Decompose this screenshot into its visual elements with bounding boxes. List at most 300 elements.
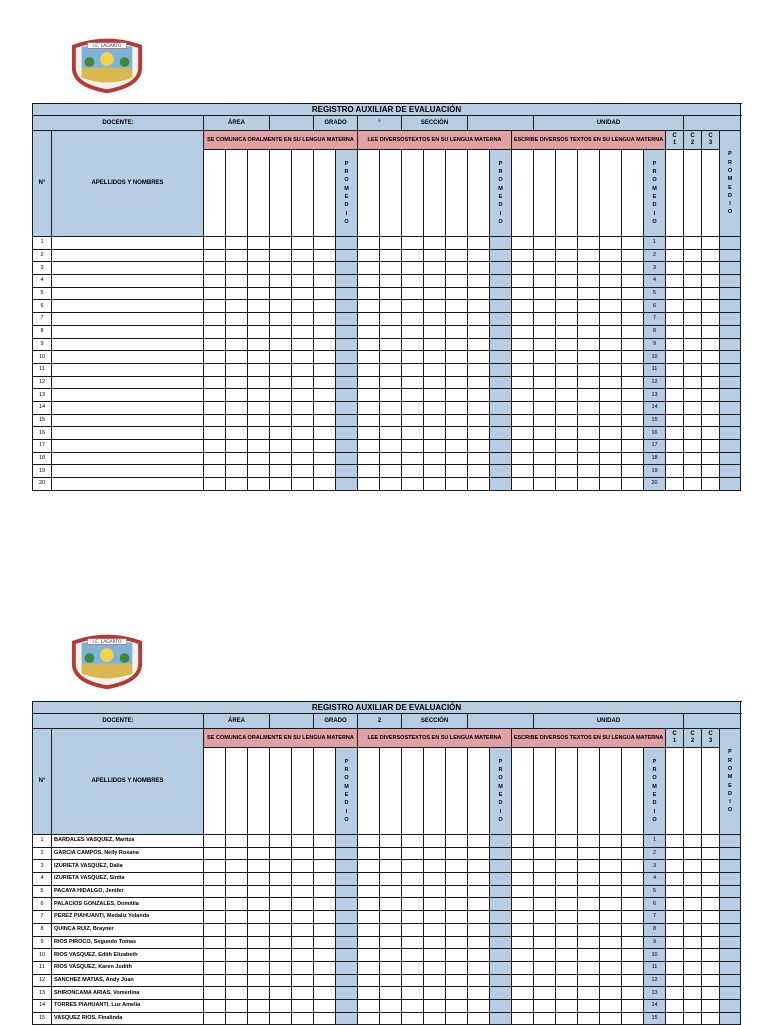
grade-cell[interactable] (468, 835, 490, 848)
grade-cell[interactable] (468, 427, 490, 440)
student-name[interactable] (52, 465, 204, 478)
grade-cell[interactable] (534, 999, 556, 1012)
grade-cell[interactable] (314, 287, 336, 300)
grade-cell[interactable] (512, 847, 534, 860)
grade-cell[interactable] (600, 911, 622, 924)
promedio-cell[interactable] (336, 987, 358, 1000)
c-grade-cell[interactable] (666, 936, 684, 949)
grade-cell[interactable] (446, 911, 468, 924)
grade-cell[interactable] (446, 873, 468, 886)
grade-cell[interactable] (446, 325, 468, 338)
promedio-cell[interactable] (336, 911, 358, 924)
grade-cell[interactable] (292, 961, 314, 974)
grade-cell[interactable] (204, 338, 226, 351)
final-promedio-cell[interactable] (720, 287, 741, 300)
grade-cell[interactable] (204, 440, 226, 453)
grade-cell[interactable] (270, 923, 292, 936)
grade-cell[interactable] (600, 885, 622, 898)
grade-cell[interactable] (468, 287, 490, 300)
grade-cell[interactable] (380, 860, 402, 873)
c-grade-cell[interactable] (666, 452, 684, 465)
grade-cell[interactable] (512, 873, 534, 886)
student-name[interactable] (52, 287, 204, 300)
c-grade-cell[interactable] (702, 961, 720, 974)
grade-cell[interactable] (446, 1012, 468, 1025)
c-grade-cell[interactable] (666, 873, 684, 886)
student-name[interactable] (52, 440, 204, 453)
promedio-cell[interactable] (490, 363, 512, 376)
grade-cell[interactable] (600, 860, 622, 873)
grade-cell[interactable] (622, 401, 644, 414)
grade-cell[interactable] (468, 949, 490, 962)
grade-cell[interactable] (314, 427, 336, 440)
grade-cell[interactable] (380, 262, 402, 275)
grade-cell[interactable] (402, 923, 424, 936)
indicator-header-cell[interactable] (468, 748, 490, 835)
grade-cell[interactable] (292, 249, 314, 262)
promedio-cell[interactable] (490, 300, 512, 313)
grade-cell[interactable] (556, 949, 578, 962)
grade-cell[interactable] (248, 923, 270, 936)
grade-cell[interactable] (556, 325, 578, 338)
grade-cell[interactable] (270, 287, 292, 300)
grade-cell[interactable] (446, 338, 468, 351)
grade-cell[interactable] (402, 287, 424, 300)
c-grade-cell[interactable] (666, 898, 684, 911)
promedio-cell[interactable] (490, 275, 512, 288)
grade-cell[interactable] (314, 885, 336, 898)
grade-cell[interactable] (600, 936, 622, 949)
grade-cell[interactable] (556, 873, 578, 886)
grade-cell[interactable] (204, 401, 226, 414)
grade-cell[interactable] (292, 389, 314, 402)
grade-cell[interactable] (358, 427, 380, 440)
grade-cell[interactable] (556, 465, 578, 478)
grade-cell[interactable] (556, 313, 578, 326)
grade-cell[interactable] (380, 351, 402, 364)
grado-value[interactable]: 2 (358, 714, 402, 729)
promedio-cell[interactable] (336, 936, 358, 949)
grade-cell[interactable] (512, 452, 534, 465)
grade-cell[interactable] (556, 262, 578, 275)
grade-cell[interactable] (248, 898, 270, 911)
c-grade-cell[interactable] (702, 414, 720, 427)
grade-cell[interactable] (204, 465, 226, 478)
grade-cell[interactable] (204, 961, 226, 974)
promedio-cell[interactable] (336, 414, 358, 427)
grade-cell[interactable] (424, 376, 446, 389)
grade-cell[interactable] (358, 452, 380, 465)
student-name[interactable]: RIOS VASQUEZ, Karen Judith (52, 961, 204, 974)
grade-cell[interactable] (556, 440, 578, 453)
grade-cell[interactable] (424, 885, 446, 898)
grade-cell[interactable] (600, 237, 622, 250)
grade-cell[interactable] (358, 351, 380, 364)
grade-cell[interactable] (622, 427, 644, 440)
grade-cell[interactable] (622, 999, 644, 1012)
grade-cell[interactable] (358, 401, 380, 414)
grade-cell[interactable] (534, 363, 556, 376)
grade-cell[interactable] (248, 478, 270, 491)
c-grade-cell[interactable] (684, 440, 702, 453)
indicator-header-cell[interactable] (600, 748, 622, 835)
grade-cell[interactable] (424, 873, 446, 886)
grade-cell[interactable] (314, 237, 336, 250)
grade-cell[interactable] (358, 974, 380, 987)
grade-cell[interactable] (314, 974, 336, 987)
c-grade-cell[interactable] (666, 885, 684, 898)
grade-cell[interactable] (468, 923, 490, 936)
final-promedio-cell[interactable] (720, 987, 741, 1000)
promedio-cell[interactable] (490, 465, 512, 478)
grade-cell[interactable] (468, 237, 490, 250)
c-grade-cell[interactable] (684, 262, 702, 275)
grade-cell[interactable] (380, 237, 402, 250)
indicator-header-cell[interactable] (512, 748, 534, 835)
grade-cell[interactable] (358, 440, 380, 453)
c-grade-cell[interactable] (684, 835, 702, 848)
grade-cell[interactable] (270, 974, 292, 987)
grade-cell[interactable] (534, 465, 556, 478)
grade-cell[interactable] (600, 1012, 622, 1025)
grade-cell[interactable] (512, 835, 534, 848)
grade-cell[interactable] (534, 414, 556, 427)
grade-cell[interactable] (402, 1012, 424, 1025)
grade-cell[interactable] (358, 898, 380, 911)
final-promedio-cell[interactable] (720, 847, 741, 860)
grade-cell[interactable] (314, 414, 336, 427)
grade-cell[interactable] (468, 262, 490, 275)
promedio-cell[interactable] (336, 338, 358, 351)
c-grade-cell[interactable] (666, 974, 684, 987)
grade-cell[interactable] (600, 313, 622, 326)
grade-cell[interactable] (314, 249, 336, 262)
grade-cell[interactable] (446, 389, 468, 402)
grade-cell[interactable] (512, 478, 534, 491)
grade-cell[interactable] (204, 287, 226, 300)
grade-cell[interactable] (578, 363, 600, 376)
grade-cell[interactable] (270, 1012, 292, 1025)
promedio-cell[interactable]: 6 (644, 898, 666, 911)
c-grade-cell[interactable] (666, 923, 684, 936)
grade-cell[interactable] (270, 949, 292, 962)
c-grade-cell[interactable] (684, 313, 702, 326)
grade-cell[interactable] (446, 262, 468, 275)
grade-cell[interactable] (248, 249, 270, 262)
grade-cell[interactable] (292, 440, 314, 453)
grade-cell[interactable] (600, 923, 622, 936)
indicator-header-cell[interactable] (578, 748, 600, 835)
grade-cell[interactable] (512, 898, 534, 911)
grade-cell[interactable] (292, 414, 314, 427)
grade-cell[interactable] (358, 389, 380, 402)
c-grade-cell[interactable] (684, 376, 702, 389)
grade-cell[interactable] (534, 847, 556, 860)
promedio-cell[interactable] (490, 414, 512, 427)
promedio-cell[interactable]: 15 (644, 1012, 666, 1025)
grade-cell[interactable] (380, 478, 402, 491)
promedio-cell[interactable]: 10 (644, 351, 666, 364)
grade-cell[interactable] (556, 847, 578, 860)
grade-cell[interactable] (578, 885, 600, 898)
grade-cell[interactable] (204, 325, 226, 338)
student-name[interactable] (52, 351, 204, 364)
grade-cell[interactable] (424, 313, 446, 326)
grade-cell[interactable] (424, 237, 446, 250)
grade-cell[interactable] (226, 338, 248, 351)
indicator-header-cell[interactable] (556, 748, 578, 835)
grade-cell[interactable] (512, 885, 534, 898)
grade-cell[interactable] (226, 414, 248, 427)
grade-cell[interactable] (292, 847, 314, 860)
c-grade-cell[interactable] (702, 376, 720, 389)
promedio-cell[interactable]: 9 (644, 936, 666, 949)
c-grade-cell[interactable] (702, 949, 720, 962)
grade-cell[interactable] (248, 936, 270, 949)
c-grade-cell[interactable] (702, 440, 720, 453)
grade-cell[interactable] (380, 363, 402, 376)
grade-cell[interactable] (248, 860, 270, 873)
grade-cell[interactable] (622, 949, 644, 962)
grade-cell[interactable] (556, 249, 578, 262)
grade-cell[interactable] (358, 300, 380, 313)
grade-cell[interactable] (402, 961, 424, 974)
grade-cell[interactable] (578, 376, 600, 389)
final-promedio-cell[interactable] (720, 949, 741, 962)
c-grade-cell[interactable] (684, 338, 702, 351)
grade-cell[interactable] (512, 338, 534, 351)
grade-cell[interactable] (292, 465, 314, 478)
grade-cell[interactable] (446, 440, 468, 453)
c-grade-cell[interactable] (666, 401, 684, 414)
grade-cell[interactable] (446, 414, 468, 427)
grade-cell[interactable] (380, 325, 402, 338)
final-promedio-cell[interactable] (720, 873, 741, 886)
grade-cell[interactable] (270, 465, 292, 478)
grade-cell[interactable] (556, 911, 578, 924)
grade-cell[interactable] (380, 275, 402, 288)
grade-cell[interactable] (622, 885, 644, 898)
grade-cell[interactable] (424, 427, 446, 440)
grade-cell[interactable] (446, 847, 468, 860)
grade-cell[interactable] (534, 313, 556, 326)
grade-cell[interactable] (380, 987, 402, 1000)
grade-cell[interactable] (556, 885, 578, 898)
grade-cell[interactable] (424, 974, 446, 987)
grade-cell[interactable] (512, 351, 534, 364)
c-column-header-cell[interactable] (684, 748, 702, 835)
grade-cell[interactable] (204, 873, 226, 886)
student-name[interactable] (52, 325, 204, 338)
grade-cell[interactable] (534, 376, 556, 389)
grade-cell[interactable] (622, 338, 644, 351)
grade-cell[interactable] (468, 363, 490, 376)
grade-cell[interactable] (600, 961, 622, 974)
final-promedio-cell[interactable] (720, 363, 741, 376)
grade-cell[interactable] (380, 835, 402, 848)
grade-cell[interactable] (622, 300, 644, 313)
promedio-cell[interactable] (336, 452, 358, 465)
student-name[interactable] (52, 275, 204, 288)
indicator-header-cell[interactable] (556, 150, 578, 237)
c-grade-cell[interactable] (666, 440, 684, 453)
grade-cell[interactable] (380, 287, 402, 300)
grade-cell[interactable] (402, 249, 424, 262)
promedio-cell[interactable] (336, 401, 358, 414)
c-column-header-cell[interactable] (702, 748, 720, 835)
indicator-header-cell[interactable] (292, 150, 314, 237)
grade-cell[interactable] (380, 300, 402, 313)
promedio-cell[interactable] (490, 249, 512, 262)
c-grade-cell[interactable] (666, 911, 684, 924)
grade-cell[interactable] (226, 249, 248, 262)
grade-cell[interactable] (600, 363, 622, 376)
grade-cell[interactable] (314, 262, 336, 275)
grade-cell[interactable] (402, 452, 424, 465)
promedio-cell[interactable]: 4 (644, 275, 666, 288)
grade-cell[interactable] (622, 249, 644, 262)
grade-cell[interactable] (446, 427, 468, 440)
grade-cell[interactable] (292, 287, 314, 300)
c-grade-cell[interactable] (666, 363, 684, 376)
c-grade-cell[interactable] (684, 363, 702, 376)
grade-cell[interactable] (226, 898, 248, 911)
grade-cell[interactable] (248, 961, 270, 974)
grade-cell[interactable] (204, 835, 226, 848)
final-promedio-cell[interactable] (720, 936, 741, 949)
grade-cell[interactable] (248, 262, 270, 275)
grade-cell[interactable] (270, 401, 292, 414)
grade-cell[interactable] (622, 440, 644, 453)
grade-cell[interactable] (226, 835, 248, 848)
grade-cell[interactable] (402, 898, 424, 911)
grade-cell[interactable] (556, 338, 578, 351)
grade-cell[interactable] (204, 898, 226, 911)
promedio-cell[interactable] (490, 873, 512, 886)
promedio-cell[interactable] (490, 452, 512, 465)
grade-cell[interactable] (534, 911, 556, 924)
promedio-cell[interactable] (490, 401, 512, 414)
grade-cell[interactable] (226, 363, 248, 376)
grade-cell[interactable] (248, 835, 270, 848)
grade-cell[interactable] (556, 389, 578, 402)
promedio-cell[interactable] (490, 923, 512, 936)
grade-cell[interactable] (600, 440, 622, 453)
grade-cell[interactable] (578, 949, 600, 962)
grade-cell[interactable] (512, 987, 534, 1000)
grade-cell[interactable] (248, 1012, 270, 1025)
grade-cell[interactable] (556, 1012, 578, 1025)
grade-cell[interactable] (556, 898, 578, 911)
grade-cell[interactable] (446, 987, 468, 1000)
student-name[interactable]: GARCIA CAMPOS, Nelly Roxana (52, 847, 204, 860)
grade-cell[interactable] (512, 911, 534, 924)
grade-cell[interactable] (204, 478, 226, 491)
c-grade-cell[interactable] (684, 351, 702, 364)
grade-cell[interactable] (292, 313, 314, 326)
promedio-cell[interactable] (336, 465, 358, 478)
c-grade-cell[interactable] (666, 313, 684, 326)
grade-cell[interactable] (358, 835, 380, 848)
grade-cell[interactable] (622, 351, 644, 364)
student-name[interactable] (52, 427, 204, 440)
grade-cell[interactable] (292, 275, 314, 288)
grade-cell[interactable] (248, 974, 270, 987)
indicator-header-cell[interactable] (358, 150, 380, 237)
grade-cell[interactable] (270, 237, 292, 250)
promedio-cell[interactable] (490, 313, 512, 326)
promedio-cell[interactable] (490, 237, 512, 250)
grade-cell[interactable] (468, 961, 490, 974)
unidad-value[interactable] (684, 116, 741, 131)
grade-cell[interactable] (424, 325, 446, 338)
grade-cell[interactable] (380, 873, 402, 886)
final-promedio-cell[interactable] (720, 835, 741, 848)
grade-cell[interactable] (468, 860, 490, 873)
grade-cell[interactable] (248, 389, 270, 402)
grade-cell[interactable] (578, 262, 600, 275)
grade-cell[interactable] (226, 923, 248, 936)
c-grade-cell[interactable] (702, 465, 720, 478)
grade-cell[interactable] (292, 376, 314, 389)
grade-cell[interactable] (270, 376, 292, 389)
grade-cell[interactable] (534, 885, 556, 898)
grade-cell[interactable] (424, 363, 446, 376)
grade-cell[interactable] (424, 401, 446, 414)
promedio-cell[interactable]: 5 (644, 885, 666, 898)
grade-cell[interactable] (226, 452, 248, 465)
grade-cell[interactable] (578, 237, 600, 250)
indicator-header-cell[interactable] (402, 150, 424, 237)
grade-cell[interactable] (402, 478, 424, 491)
grade-cell[interactable] (446, 999, 468, 1012)
grade-cell[interactable] (468, 465, 490, 478)
grade-cell[interactable] (622, 847, 644, 860)
c-grade-cell[interactable] (702, 452, 720, 465)
grade-cell[interactable] (600, 427, 622, 440)
grade-cell[interactable] (622, 363, 644, 376)
grade-cell[interactable] (248, 351, 270, 364)
grade-cell[interactable] (226, 427, 248, 440)
grade-cell[interactable] (248, 873, 270, 886)
grade-cell[interactable] (402, 300, 424, 313)
final-promedio-cell[interactable] (720, 427, 741, 440)
grade-cell[interactable] (204, 923, 226, 936)
grade-cell[interactable] (226, 262, 248, 275)
grade-cell[interactable] (358, 325, 380, 338)
final-promedio-cell[interactable] (720, 249, 741, 262)
grade-cell[interactable] (314, 376, 336, 389)
grade-cell[interactable] (424, 911, 446, 924)
grade-cell[interactable] (358, 885, 380, 898)
promedio-cell[interactable]: 17 (644, 440, 666, 453)
grade-cell[interactable] (248, 465, 270, 478)
grade-cell[interactable] (556, 363, 578, 376)
student-name[interactable] (52, 237, 204, 250)
grade-cell[interactable] (468, 847, 490, 860)
grade-cell[interactable] (468, 300, 490, 313)
grade-cell[interactable] (226, 325, 248, 338)
grade-cell[interactable] (600, 452, 622, 465)
grade-cell[interactable] (402, 974, 424, 987)
promedio-cell[interactable] (336, 313, 358, 326)
promedio-cell[interactable]: 1 (644, 237, 666, 250)
grade-cell[interactable] (468, 249, 490, 262)
c-grade-cell[interactable] (702, 835, 720, 848)
grade-cell[interactable] (424, 936, 446, 949)
grade-cell[interactable] (226, 1012, 248, 1025)
grade-cell[interactable] (248, 300, 270, 313)
